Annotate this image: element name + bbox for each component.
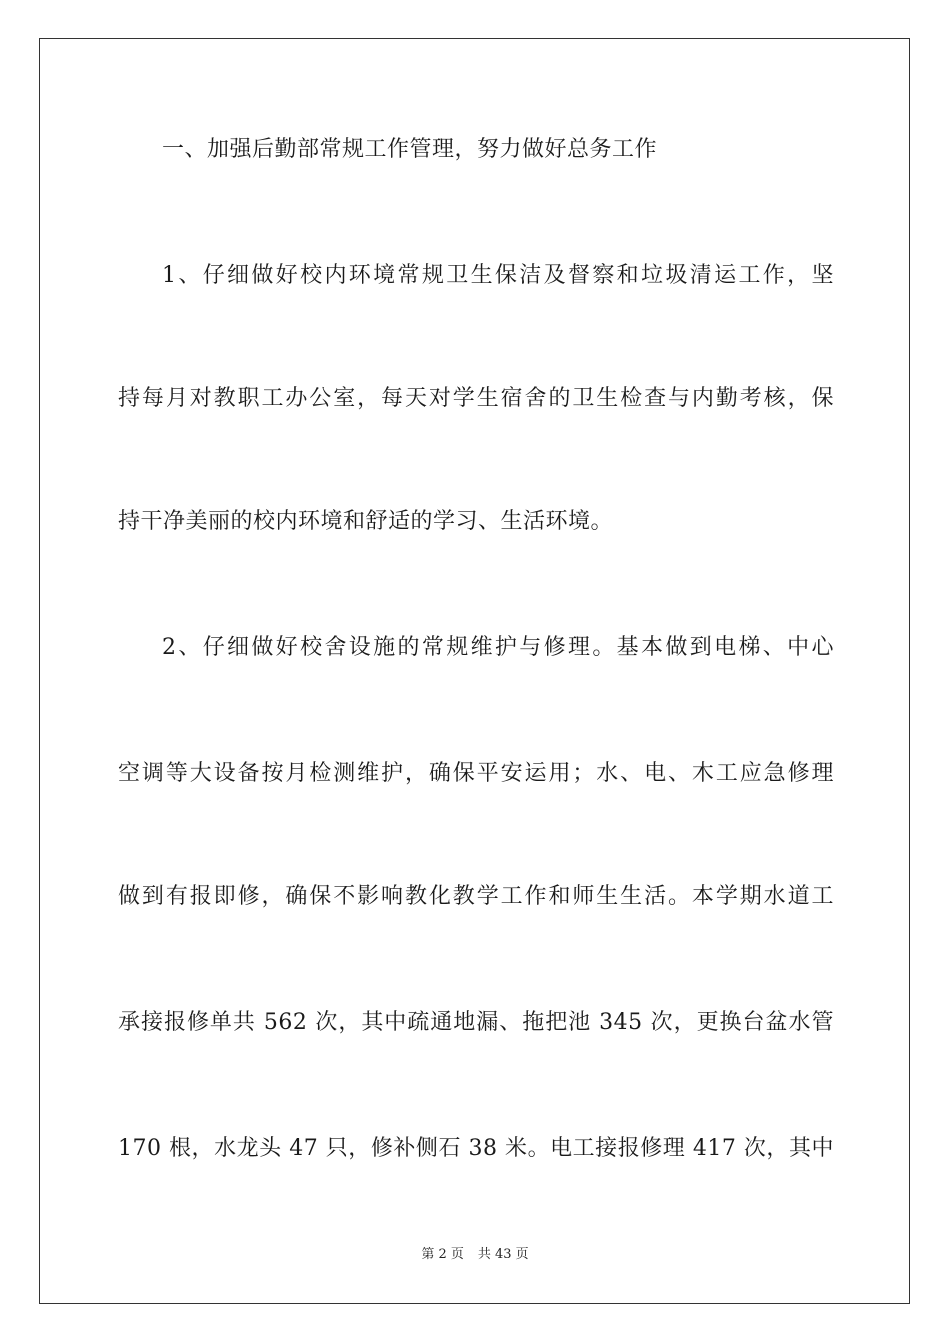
section-heading: 一、加强后勤部常规工作管理，努力做好总务工作 xyxy=(162,137,658,162)
paragraph-line: 2、仔细做好校舍设施的常规维护与修理。基本做到电梯、中心 xyxy=(162,635,834,660)
paragraph-line: 170 根，水龙头 47 只，修补侧石 38 米。电工接报修理 417 次，其中 xyxy=(118,1136,834,1161)
page-frame xyxy=(39,38,910,1304)
page-footer xyxy=(0,1246,950,1264)
paragraph-line: 空调等大设备按月检测维护，确保平安运用；水、电、木工应急修理 xyxy=(118,761,834,786)
paragraph-line: 持每月对教职工办公室，每天对学生宿舍的卫生检查与内勤考核，保 xyxy=(118,386,834,411)
paragraph-line: 持干净美丽的校内环境和舒适的学习、生活环境。 xyxy=(118,509,614,534)
paragraph-line: 1、仔细做好校内环境常规卫生保洁及督察和垃圾清运工作，坚 xyxy=(162,263,834,288)
page-number: 第 2 页 xyxy=(421,1247,464,1262)
paragraph-line: 承接报修单共 562 次，其中疏通地漏、拖把池 345 次，更换台盆水管 xyxy=(118,1010,834,1035)
paragraph-line: 做到有报即修，确保不影响教化教学工作和师生生活。本学期水道工 xyxy=(118,884,834,909)
page-total: 共 43 页 xyxy=(477,1247,529,1262)
